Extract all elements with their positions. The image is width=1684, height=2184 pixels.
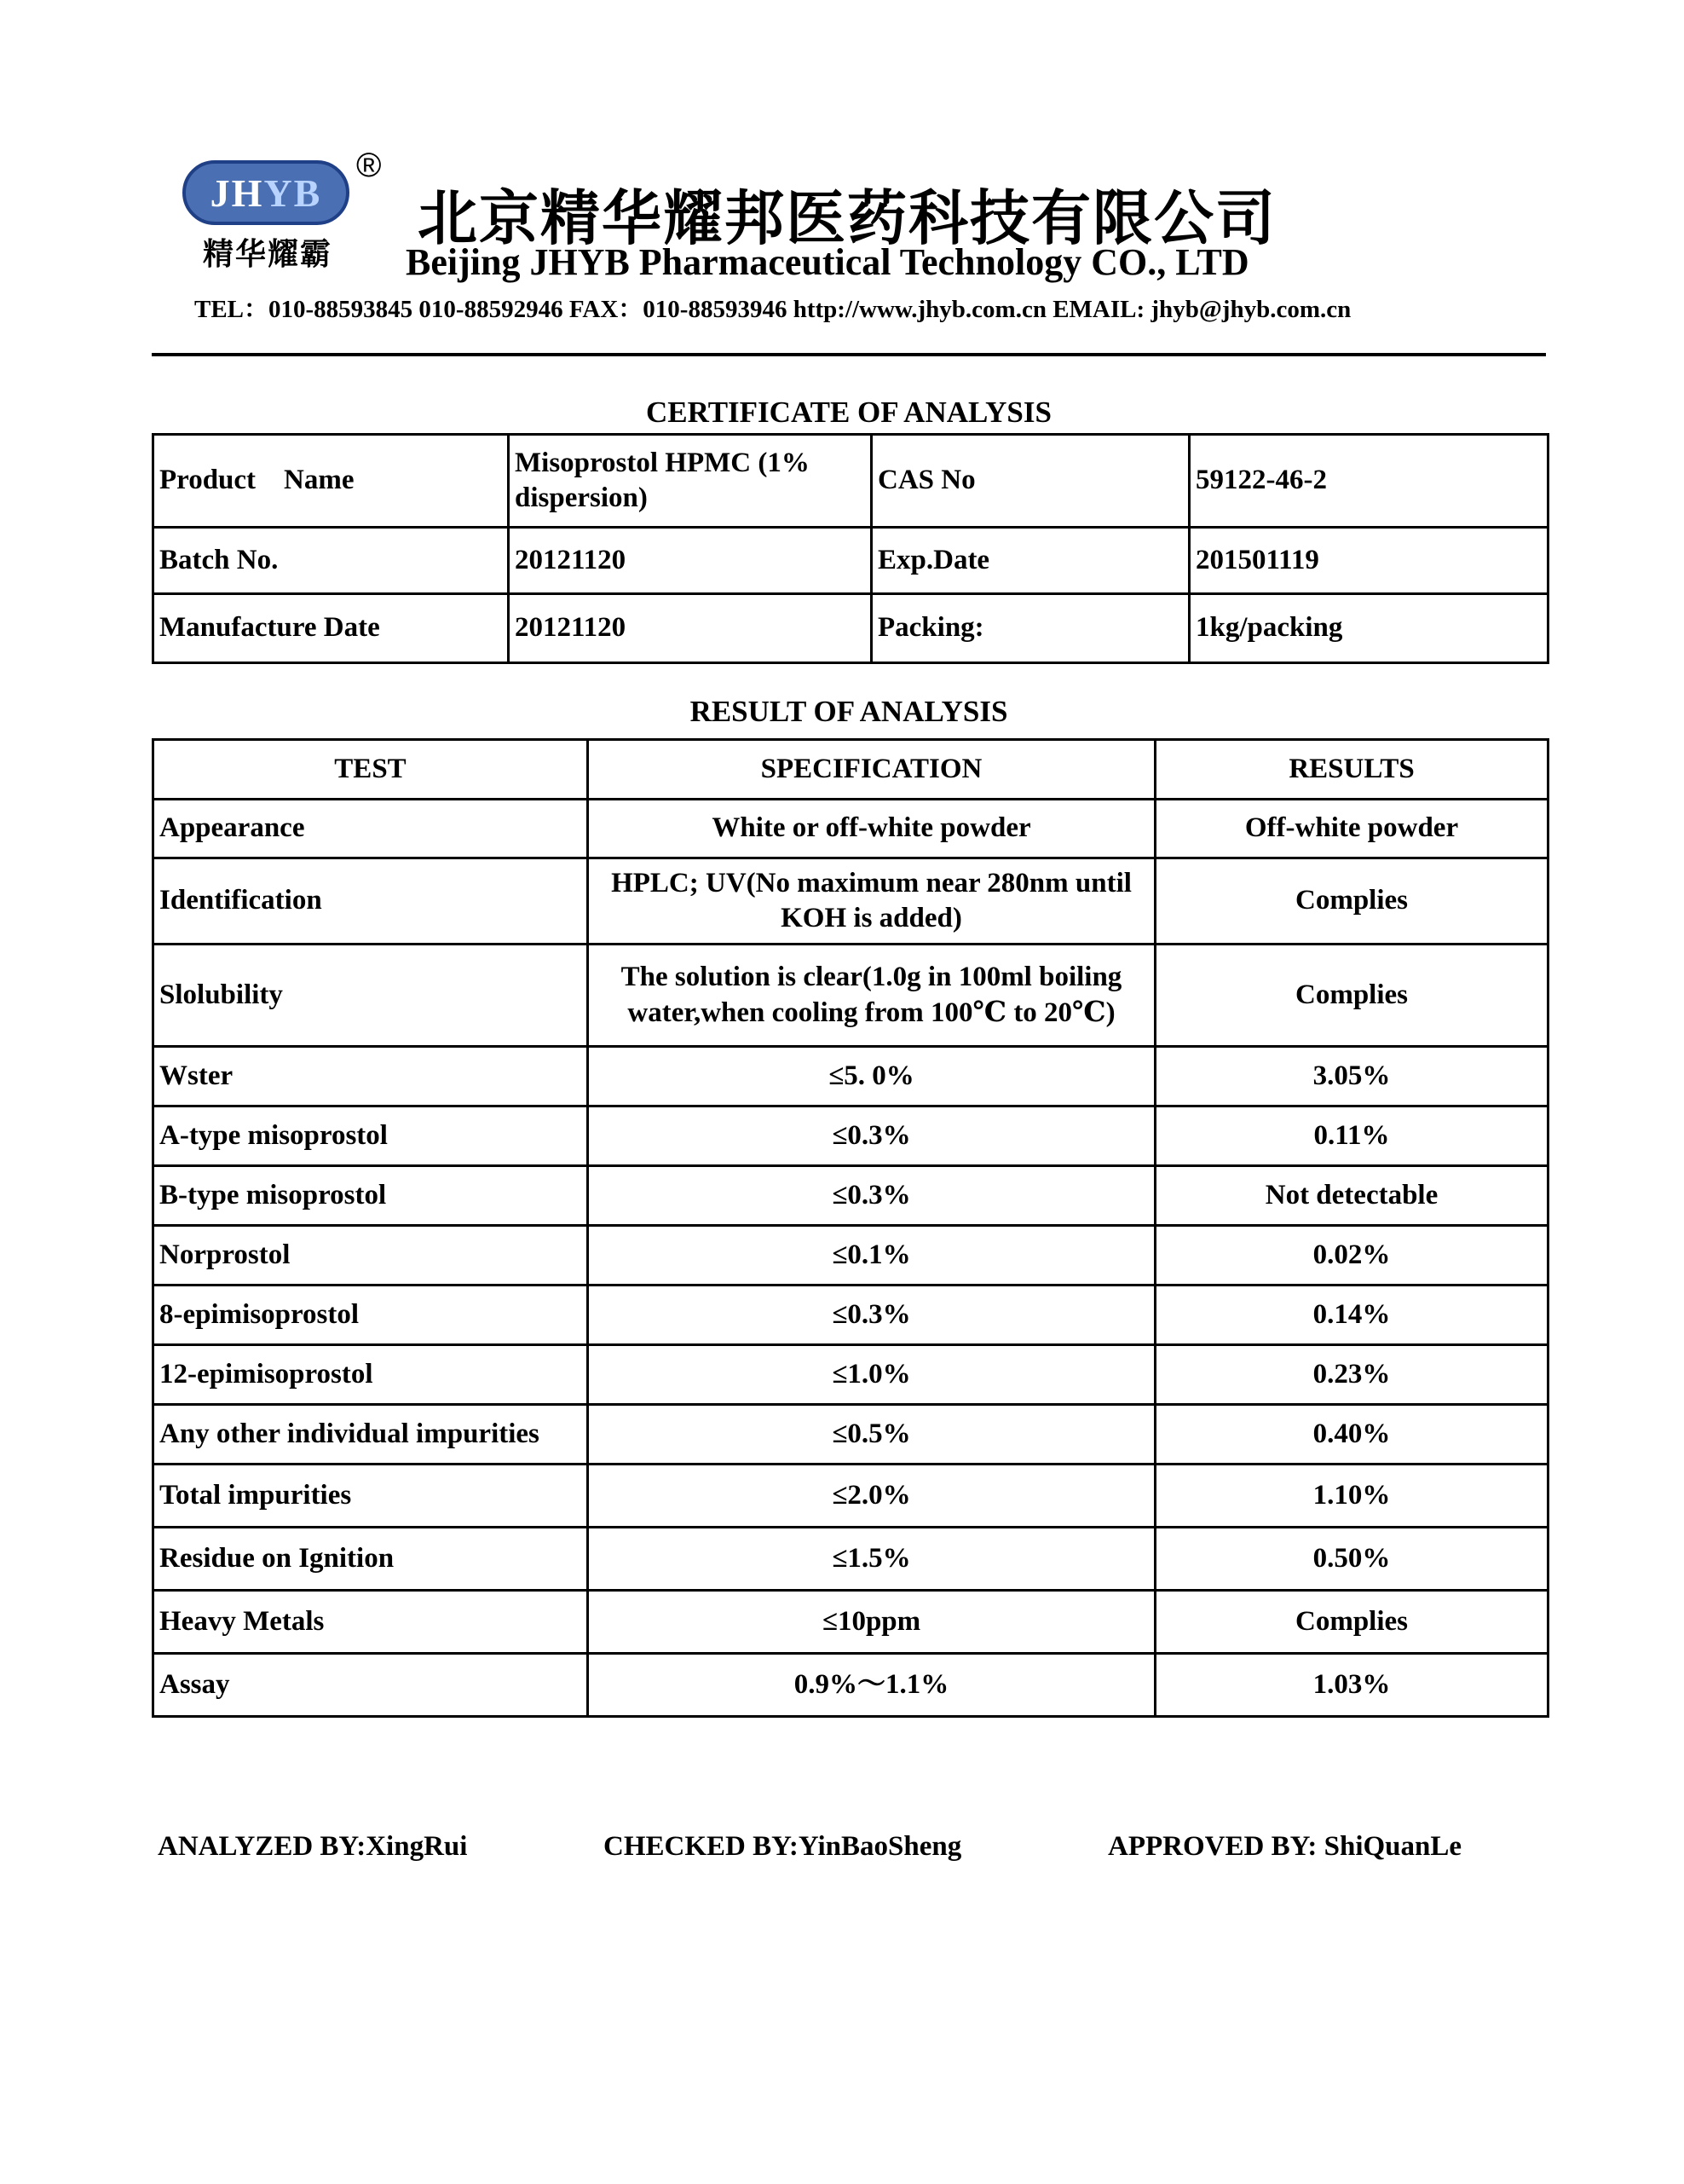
results-table bbox=[152, 738, 1549, 1718]
result: 0.40% bbox=[1156, 1405, 1548, 1465]
result: 0.50% bbox=[1156, 1528, 1548, 1591]
info-label: CAS No bbox=[872, 435, 1190, 528]
specification: HPLC; UV(No maximum near 280nm until KOH is added) bbox=[588, 858, 1156, 945]
test-name: 12-epimisoprostol bbox=[153, 1345, 588, 1405]
info-value: 59122-46-2 bbox=[1190, 435, 1548, 528]
test-name: Appearance bbox=[153, 800, 588, 858]
table-row bbox=[153, 945, 1548, 1047]
test-name: Norprostol bbox=[153, 1226, 588, 1286]
specification: ≤0.3% bbox=[588, 1286, 1156, 1345]
specification: ≤5. 0% bbox=[588, 1047, 1156, 1106]
table-row bbox=[153, 1591, 1548, 1654]
info-label: Packing: bbox=[872, 594, 1190, 663]
test-name: 8-epimisoprostol bbox=[153, 1286, 588, 1345]
table-row bbox=[153, 1654, 1548, 1717]
column-header-test: TEST bbox=[153, 740, 588, 800]
specification: ≤1.5% bbox=[588, 1528, 1156, 1591]
specification: ≤0.3% bbox=[588, 1166, 1156, 1226]
test-name: Total impurities bbox=[153, 1465, 588, 1528]
info-label: Exp.Date bbox=[872, 528, 1190, 594]
analyzed-by: ANALYZED BY:XingRui bbox=[158, 1831, 468, 1862]
table-row bbox=[153, 1106, 1548, 1166]
column-header-specification: SPECIFICATION bbox=[588, 740, 1156, 800]
result: Not detectable bbox=[1156, 1166, 1548, 1226]
column-header-results: RESULTS bbox=[1156, 740, 1548, 800]
company-name-english: Beijing JHYB Pharmaceutical Technology CO., LTD bbox=[406, 241, 1249, 283]
test-name: Heavy Metals bbox=[153, 1591, 588, 1654]
table-row bbox=[153, 1528, 1548, 1591]
registered-mark: ® bbox=[356, 147, 382, 184]
test-name: B-type misoprostol bbox=[153, 1166, 588, 1226]
contact-line: TEL：010-88593845 010-88592946 FAX：010-88593946 http://www.jhyb.com.cn EMAIL: jhyb@jhyb.com.cn bbox=[194, 296, 1352, 323]
specification: The solution is clear(1.0g in 100ml boiling water,when cooling from 100℃ to 20℃) bbox=[588, 945, 1156, 1047]
product-info-table bbox=[152, 433, 1549, 664]
info-value: 201501119 bbox=[1190, 528, 1548, 594]
company-logo: JH YB bbox=[182, 160, 349, 225]
table-row bbox=[153, 435, 1548, 528]
test-name: Assay bbox=[153, 1654, 588, 1717]
info-label: Batch No. bbox=[153, 528, 509, 594]
table-header-row bbox=[153, 740, 1548, 800]
results-title: RESULT OF ANALYSIS bbox=[689, 695, 1008, 728]
result: 1.03% bbox=[1156, 1654, 1548, 1717]
table-row bbox=[153, 1166, 1548, 1226]
company-name-chinese: 北京精华耀邦医药科技有限公司 bbox=[418, 183, 1277, 253]
table-row bbox=[153, 1226, 1548, 1286]
info-label: Product Name bbox=[153, 435, 509, 528]
result: Off-white powder bbox=[1156, 800, 1548, 858]
table-row bbox=[153, 1405, 1548, 1465]
table-row bbox=[153, 858, 1548, 945]
specification: ≤0.1% bbox=[588, 1226, 1156, 1286]
specification: ≤0.3% bbox=[588, 1106, 1156, 1166]
result: 0.14% bbox=[1156, 1286, 1548, 1345]
specification: ≤0.5% bbox=[588, 1405, 1156, 1465]
test-name: Any other individual impurities bbox=[153, 1405, 588, 1465]
test-name: Wster bbox=[153, 1047, 588, 1106]
result: 0.11% bbox=[1156, 1106, 1548, 1166]
table-row bbox=[153, 1047, 1548, 1106]
specification: 0.9%～1.1% bbox=[588, 1654, 1156, 1717]
test-name: Identification bbox=[153, 858, 588, 945]
result: Complies bbox=[1156, 1591, 1548, 1654]
test-name: Slolubility bbox=[153, 945, 588, 1047]
result: 3.05% bbox=[1156, 1047, 1548, 1106]
approved-by: APPROVED BY: ShiQuanLe bbox=[1108, 1831, 1462, 1862]
specification: White or off-white powder bbox=[588, 800, 1156, 858]
result: 0.02% bbox=[1156, 1226, 1548, 1286]
test-name: A-type misoprostol bbox=[153, 1106, 588, 1166]
header-divider bbox=[152, 353, 1546, 356]
table-row bbox=[153, 594, 1548, 663]
table-row bbox=[153, 800, 1548, 858]
info-value: 20121120 bbox=[509, 528, 872, 594]
table-row bbox=[153, 1286, 1548, 1345]
checked-by: CHECKED BY:YinBaoSheng bbox=[603, 1831, 962, 1862]
specification: ≤2.0% bbox=[588, 1465, 1156, 1528]
result: Complies bbox=[1156, 858, 1548, 945]
result: Complies bbox=[1156, 945, 1548, 1047]
result: 0.23% bbox=[1156, 1345, 1548, 1405]
info-value: Misoprostol HPMC (1% dispersion) bbox=[509, 435, 872, 528]
test-name: Residue on Ignition bbox=[153, 1528, 588, 1591]
logo-subtitle: 精华耀霸 bbox=[203, 237, 333, 272]
certificate-title: CERTIFICATE OF ANALYSIS bbox=[646, 396, 1052, 429]
info-label: Manufacture Date bbox=[153, 594, 509, 663]
table-row bbox=[153, 1465, 1548, 1528]
specification: ≤10ppm bbox=[588, 1591, 1156, 1654]
table-row bbox=[153, 528, 1548, 594]
info-value: 1kg/packing bbox=[1190, 594, 1548, 663]
table-row bbox=[153, 1345, 1548, 1405]
specification: ≤1.0% bbox=[588, 1345, 1156, 1405]
info-value: 20121120 bbox=[509, 594, 872, 663]
result: 1.10% bbox=[1156, 1465, 1548, 1528]
